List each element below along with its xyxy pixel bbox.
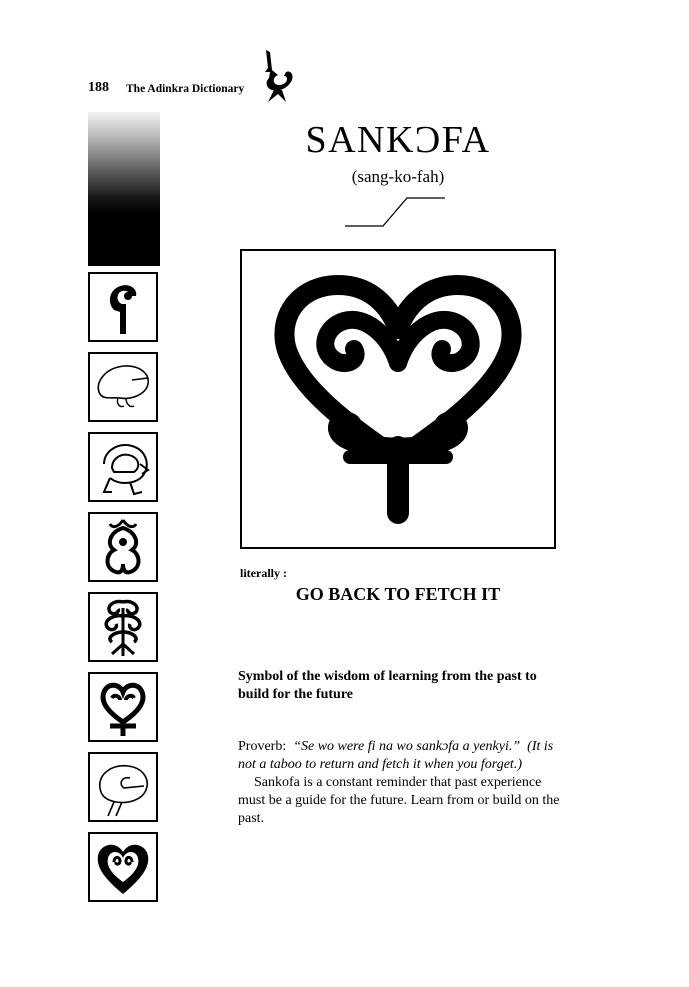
proverb-quote: “Se wo were fi na wo sankɔfa a yenkyi.” [293, 739, 521, 754]
sankofa-heart-symbol-icon [242, 251, 554, 547]
book-title: The Adinkra Dictionary [126, 83, 245, 95]
proverb-translation: (It is not a taboo to return and fetch it when you forget.) [238, 739, 554, 772]
literal-meaning: GO BACK TO FETCH IT [295, 584, 501, 604]
tone-mark-icon [345, 196, 445, 228]
whale-symbol-icon [88, 352, 158, 422]
pronunciation: (sang-ko-fah) [351, 167, 445, 186]
literally-label: literally : [240, 566, 287, 580]
proverb-label: Proverb: [238, 739, 287, 754]
sankofa-bird-icon [256, 48, 298, 104]
proverb-block [238, 738, 560, 828]
sankofa-heart-small-icon [88, 672, 158, 742]
comb-symbol-icon [88, 272, 158, 342]
ram-horn-tree-icon [88, 592, 158, 662]
ornate-symbol-icon [88, 512, 158, 582]
page-number: 188 [88, 80, 109, 95]
explanation: Sankofa is a constant reminder that past experience must be a guide for the future. Learn from or build on the past. [238, 775, 560, 826]
sidebar-gradient-tab [88, 112, 160, 266]
spiral-bird-icon [88, 432, 158, 502]
main-symbol-frame [240, 249, 556, 549]
entry-title: SANKƆFA [305, 119, 491, 161]
symbol-description: Symbol of the wisdom of learning from the past to build for the future [238, 669, 537, 702]
bird-outline-icon [88, 752, 158, 822]
spiral-heart-icon [88, 832, 158, 902]
